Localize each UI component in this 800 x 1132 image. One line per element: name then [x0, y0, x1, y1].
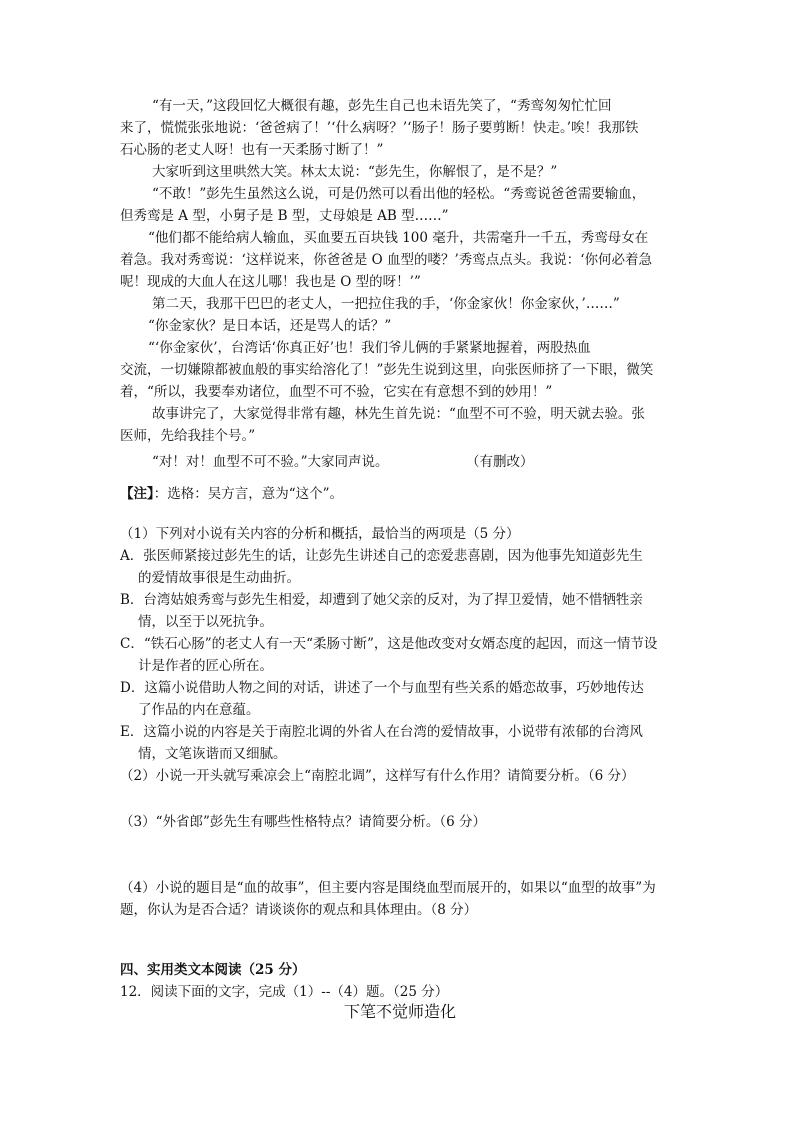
option-a: A．张医师紧接过彭先生的话，让彭先生讲述自己的恋爱悲喜剧，因为他事先知道彭先生 — [120, 548, 643, 564]
story-paragraph-line: 着，“所以，我要奉劝诸位，血型不可不验，它实在有意想不到的妙用！” — [120, 384, 553, 400]
option-e-cont: 情，文笔诙谐而又细腻。 — [138, 746, 287, 762]
option-c: C．“铁石心肠”的老丈人有一天“柔肠寸断”，这是他改变对女婿态度的起因，而这一情节设 — [120, 636, 658, 652]
option-d-cont: 了作品的内在意蕴。 — [138, 702, 260, 718]
question-1: （1）下列对小说有关内容的分析和概括，最恰当的两项是（5 分） — [120, 526, 520, 542]
story-paragraph-line: “他们都不能给病人输血，买血要五百块钱 100 毫升，共需毫升一千五，秀鸾母女在 — [148, 230, 649, 246]
question-2: （2）小说一开头就写乘凉会上“南腔北调”，这样写有什么作用？请简要分析。（6 分） — [120, 768, 635, 784]
question-12: 12．阅读下面的文字，完成（1）--（4）题。（25 分） — [120, 984, 449, 1000]
story-paragraph-line: 石心肠的老丈人呀！也有一天柔肠寸断了！” — [120, 142, 384, 158]
story-paragraph-line: 故事讲完了，大家觉得非常有趣，林先生首先说：“血型不可不验，明天就去验。张 — [152, 406, 645, 422]
story-paragraph-line: “‘你金家伙’，台湾话‘你真正好’也！我们爷儿俩的手紧紧地握着，两股热血 — [148, 340, 591, 356]
story-paragraph-line: “你金家伙？是日本话，还是骂人的话？” — [148, 318, 392, 334]
annotation-note — [120, 484, 343, 504]
story-paragraph-line: 第二天，我那干巴巴的老丈人，一把拉住我的手，‘你金家伙！你金家伙，’……” — [152, 296, 620, 312]
story-paragraph-line: “有一天，”这段回忆大概很有趣，彭先生自己也未语先笑了，“秀鸾匆匆忙忙回 — [152, 98, 612, 114]
article-title: 下笔不觉师造化 — [344, 1002, 457, 1021]
story-paragraph-line: 呢！现成的大血人在这儿哪！我也是 O 型的呀！’” — [120, 274, 421, 290]
story-paragraph-line: 大家听到这里哄然大笑。林太太说：“彭先生，你解恨了，是不是？” — [152, 164, 558, 180]
option-a-cont: 的爱情故事很是生动曲折。 — [138, 570, 300, 586]
edit-note: （有删改） — [466, 454, 534, 470]
story-paragraph-line: “不敢！”彭先生虽然这么说，可是仍然可以看出他的轻松。“秀鸾说爸爸需要输血， — [152, 186, 646, 202]
story-paragraph-line: 但秀鸾是 A 型，小舅子是 B 型，丈母娘是 AB 型……” — [120, 208, 449, 224]
annotation-text: ：选格：吴方言，意为“这个”。 — [153, 486, 344, 502]
section-heading: 四、实用类文本阅读（25 分） — [120, 962, 306, 978]
option-d: D．这篇小说借助人物之间的对话，讲述了一个与血型有些关系的婚恋故事，巧妙地传达 — [120, 680, 644, 696]
option-e: E．这篇小说的内容是关于南腔北调的外省人在台湾的爱情故事，小说带有浓郁的台湾风 — [120, 724, 643, 740]
story-paragraph-line: 医师，先给我挂个号。” — [120, 428, 256, 444]
annotation-label: 【注】 — [120, 486, 154, 502]
story-paragraph-line: “对！对！血型不可不验。”大家同声说。 — [152, 454, 389, 470]
option-b: B．台湾姑娘秀鸾与彭先生相爱，却遭到了她父亲的反对，为了捍卫爱情，她不惜牺牲亲 — [120, 592, 643, 608]
question-4-cont: 题，你认为是否合适？请谈谈你的观点和具体理由。（8 分） — [120, 902, 478, 918]
story-paragraph-line: 交流，一切嫌隙都被血般的事实给溶化了！”彭先生说到这里，向张医师挤了一下眼，微笑 — [120, 362, 654, 378]
question-3: （3）“外省郎”彭先生有哪些性格特点？请简要分析。（6 分） — [120, 814, 487, 830]
story-paragraph-line: 来了，慌慌张张地说：‘爸爸病了！’‘什么病呀？’‘肠子！肠子要剪断！快走。’唉！我那铁 — [120, 120, 639, 136]
question-4: （4）小说的题目是“血的故事”，但主要内容是围绕血型而展开的，如果以“血型的故事”为 — [120, 880, 656, 896]
option-c-cont: 计是作者的匠心所在。 — [138, 658, 273, 674]
story-paragraph-line: 着急。我对秀鸾说：‘这样说来，你爸爸是 O 血型的喽？’秀鸾点点头。我说：‘你何必着急 — [120, 252, 653, 268]
option-b-cont: 情，以至于以死抗争。 — [138, 614, 273, 630]
